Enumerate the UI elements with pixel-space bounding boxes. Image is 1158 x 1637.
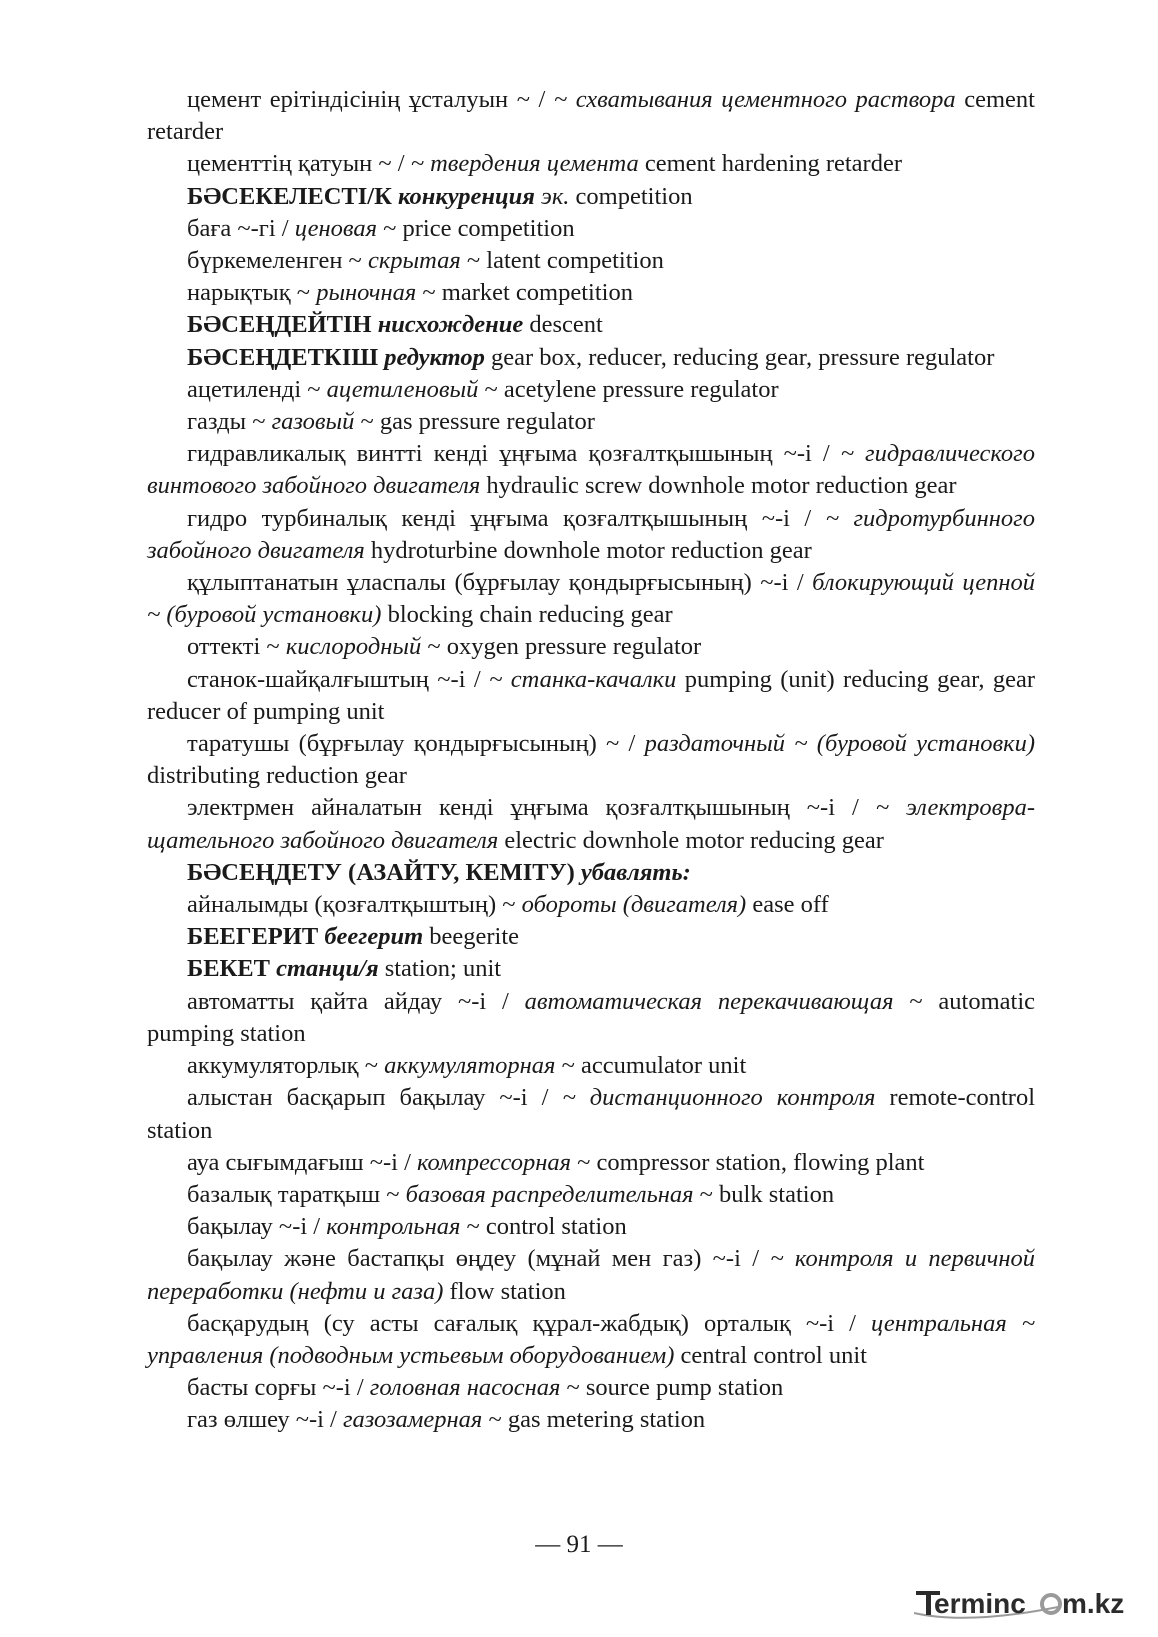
- term-segment: электрмен айналатын кенді ұңғыма қозғалтқышының ~-і /: [187, 794, 876, 822]
- headword-segment: БЕКЕТ: [187, 955, 277, 983]
- term-segment: ease off: [746, 891, 829, 919]
- dictionary-entry: [147, 857, 1035, 889]
- term-segment: нарықтық ~: [187, 279, 317, 307]
- dictionary-entry: [147, 889, 1035, 921]
- headword-segment: беегерит: [324, 923, 424, 951]
- dictionary-entry: [147, 1243, 1035, 1307]
- term-segment: ~ automatic pumping station: [147, 987, 1036, 1047]
- headword-segment: конкуренция: [397, 182, 535, 210]
- russian-term-segment: обороты (двигателя): [521, 891, 747, 919]
- term-segment: таратушы (бұрғылау қондырғысының) ~ /: [187, 730, 645, 758]
- russian-term-segment: контрольная: [326, 1213, 461, 1241]
- term-segment: баға ~-гі /: [187, 214, 295, 242]
- dictionary-entry: [147, 567, 1035, 631]
- dictionary-entry: [147, 1082, 1035, 1146]
- term-segment: алыстан басқарып бақылау ~-і /: [187, 1084, 563, 1112]
- dictionary-entry: [147, 181, 1035, 213]
- russian-term-segment: компрессорная: [417, 1148, 571, 1176]
- russian-term-segment: базовая распределительная: [405, 1180, 694, 1208]
- term-segment: ~ bulk station: [693, 1180, 835, 1208]
- term-segment: газ өлшеу ~-і /: [187, 1406, 343, 1434]
- term-segment: құлыптанатын ұласпалы (бұрғылау қондырғысының) ~-і /: [187, 569, 813, 597]
- term-segment: competition: [569, 182, 693, 210]
- term-segment: ~ compressor station, flowing plant: [571, 1148, 925, 1176]
- headword-segment: БӘСЕКЕЛЕСТІ/К: [187, 182, 398, 210]
- headword-segment: БӘСЕҢДЕТУ (АЗАЙТУ, КЕМІТУ): [187, 858, 581, 886]
- term-segment: beegerite: [423, 923, 520, 951]
- headword-segment: убавлять:: [580, 858, 691, 886]
- dictionary-entry: [147, 84, 1035, 148]
- dictionary-entry: [147, 792, 1035, 856]
- dictionary-entry: [147, 342, 1035, 374]
- russian-term-segment: блокирующий цепной ~ (буровой установки): [147, 569, 1035, 629]
- russian-term-segment: ~ электровращательного забойного двигателя: [147, 794, 1035, 854]
- russian-term-segment: ~ твердения цемента: [410, 150, 639, 178]
- logo-text-tail: m.kz: [1062, 1588, 1125, 1619]
- logo-o-icon: [1042, 1595, 1060, 1613]
- page-number: — 91 —: [535, 1531, 623, 1558]
- term-segment: ~ oxygen pressure regulator: [421, 633, 702, 661]
- term-segment: базалық таратқыш ~: [187, 1180, 406, 1208]
- term-segment: cement retarder: [147, 86, 1035, 146]
- term-segment: бақылау және бастапқы өңдеу (мұнай мен газ) ~-і /: [187, 1245, 771, 1273]
- term-segment: цементтің қатуын ~ /: [187, 150, 411, 178]
- dictionary-entry: [147, 1179, 1035, 1211]
- logo-t-stem: [926, 1591, 931, 1615]
- dictionary-entry: [147, 986, 1035, 1050]
- term-segment: flow station: [443, 1277, 566, 1305]
- term-segment: бүркемеленген ~: [187, 247, 368, 275]
- term-segment: ~ gas pressure regulator: [354, 408, 595, 436]
- term-segment: hydraulic screw downhole motor reduction gear: [480, 472, 957, 500]
- russian-term-segment: центральная ~ управления (подводным устьевым оборудованием): [147, 1309, 1035, 1369]
- russian-term-segment: ~ гидравлического винтового забойного двигателя: [147, 440, 1035, 500]
- term-segment: бақылау ~-і /: [187, 1213, 327, 1241]
- russian-term-segment: аккумуляторная: [384, 1052, 556, 1080]
- dictionary-entry: [147, 921, 1035, 953]
- dictionary-entry: [147, 728, 1035, 792]
- term-segment: hydroturbine downhole motor reduction gear: [364, 536, 812, 564]
- headword-segment: станци/я: [276, 955, 379, 983]
- russian-term-segment: автоматическая перекачивающая: [524, 987, 894, 1015]
- term-segment: ~ source pump station: [560, 1374, 784, 1402]
- term-segment: автоматты қайта айдау ~-і /: [187, 987, 525, 1015]
- term-segment: гидравликалық винтті кенді ұңғыма қозғалтқышының ~-і /: [187, 440, 841, 468]
- russian-term-segment: рыночная: [316, 279, 417, 307]
- term-segment: басты сорғы ~-і /: [187, 1374, 370, 1402]
- dictionary-entry: [147, 374, 1035, 406]
- dictionary-entry: [147, 1308, 1035, 1372]
- term-segment: ~ latent competition: [460, 247, 664, 275]
- dictionary-entry: [147, 1050, 1035, 1082]
- dictionary-entry: [147, 245, 1035, 277]
- term-segment: ~ gas metering station: [482, 1406, 706, 1434]
- term-segment: pumping (unit) reducing gear, gear reducer of pumping unit: [147, 665, 1035, 725]
- russian-term-segment: газовый: [271, 408, 355, 436]
- russian-term-segment: головная насосная: [369, 1374, 561, 1402]
- term-segment: ацетиленді ~: [187, 375, 327, 403]
- dictionary-entry: [147, 953, 1035, 985]
- headword-segment: БӘСЕҢДЕЙТІН: [187, 311, 378, 339]
- term-segment: станок-шайқалғыштың ~-і /: [187, 665, 490, 693]
- term-segment: айналымды (қозғалтқыштың) ~: [187, 891, 522, 919]
- dictionary-entries: [147, 84, 1035, 1437]
- term-segment: оттекті ~: [187, 633, 286, 661]
- term-segment: station; unit: [378, 955, 502, 983]
- russian-term-segment: ацетиленовый: [326, 375, 479, 403]
- term-segment: gear box, reducer, reducing gear, pressure regulator: [484, 343, 995, 371]
- term-segment: аккумуляторлық ~: [187, 1052, 385, 1080]
- russian-term-segment: газозамерная: [342, 1406, 483, 1434]
- term-segment: ~ price competition: [376, 214, 575, 242]
- term-segment: distributing reduction gear: [147, 762, 407, 790]
- term-segment: remote-control station: [147, 1084, 1035, 1144]
- term-segment: ауа сығымдағыш ~-і /: [187, 1148, 418, 1176]
- term-segment: descent: [523, 311, 603, 339]
- russian-term-segment: ~ гидротурбинного забойного двигателя: [147, 504, 1035, 564]
- dictionary-entry: [147, 213, 1035, 245]
- termincom-logo: [908, 1577, 1138, 1627]
- term-segment: ~ control station: [460, 1213, 627, 1241]
- russian-term-segment: ~ дистанционного контроля: [562, 1084, 876, 1112]
- russian-term-segment: ценовая: [294, 214, 377, 242]
- dictionary-entry: [147, 631, 1035, 663]
- russian-term-segment: кислородный: [285, 633, 422, 661]
- dictionary-entry: [147, 277, 1035, 309]
- russian-term-segment: ~ контроля и первичной переработки (нефти и газа): [147, 1245, 1035, 1305]
- dictionary-entry: [147, 309, 1035, 341]
- dictionary-entry: [147, 148, 1035, 180]
- dictionary-entry: [147, 1211, 1035, 1243]
- term-segment: газды ~: [187, 408, 272, 436]
- headword-segment: БЕЕГЕРИТ: [187, 923, 325, 951]
- dictionary-entry: [147, 503, 1035, 567]
- headword-segment: нисхождение: [377, 311, 524, 339]
- dictionary-entry: [147, 1404, 1035, 1436]
- russian-term-segment: эк.: [534, 182, 570, 210]
- term-segment: гидро турбиналық кенді ұңғыма қозғалтқышының ~-і /: [187, 504, 826, 532]
- russian-term-segment: раздаточный ~ (буровой установки): [644, 730, 1035, 758]
- russian-term-segment: скрытая: [367, 247, 461, 275]
- dictionary-entry: [147, 1372, 1035, 1404]
- russian-term-segment: ~ станка-качалки: [489, 665, 677, 693]
- headword-segment: БӘСЕҢДЕТКІШ: [187, 343, 385, 371]
- term-segment: cement hardening retarder: [638, 150, 902, 178]
- dictionary-entry: [147, 1147, 1035, 1179]
- russian-term-segment: ~ схватывания цементного раствора: [553, 86, 956, 113]
- dictionary-entry: [147, 664, 1035, 728]
- dictionary-entry: [147, 438, 1035, 502]
- dictionary-entry: [147, 406, 1035, 438]
- term-segment: ~ market competition: [416, 279, 633, 307]
- term-segment: blocking chain reducing gear: [381, 601, 673, 629]
- headword-segment: редуктор: [384, 343, 485, 371]
- term-segment: ~ accumulator unit: [555, 1052, 747, 1080]
- term-segment: central control unit: [674, 1341, 867, 1369]
- term-segment: басқарудың (су асты сағалық құрал-жабдық) орталық ~-і /: [187, 1309, 871, 1337]
- term-segment: цемент ерітіндісінің ұсталуын ~ /: [187, 86, 554, 113]
- term-segment: ~ acetylene pressure regulator: [478, 375, 779, 403]
- logo-text: erminc: [934, 1588, 1026, 1619]
- term-segment: electric downhole motor reducing gear: [498, 826, 884, 854]
